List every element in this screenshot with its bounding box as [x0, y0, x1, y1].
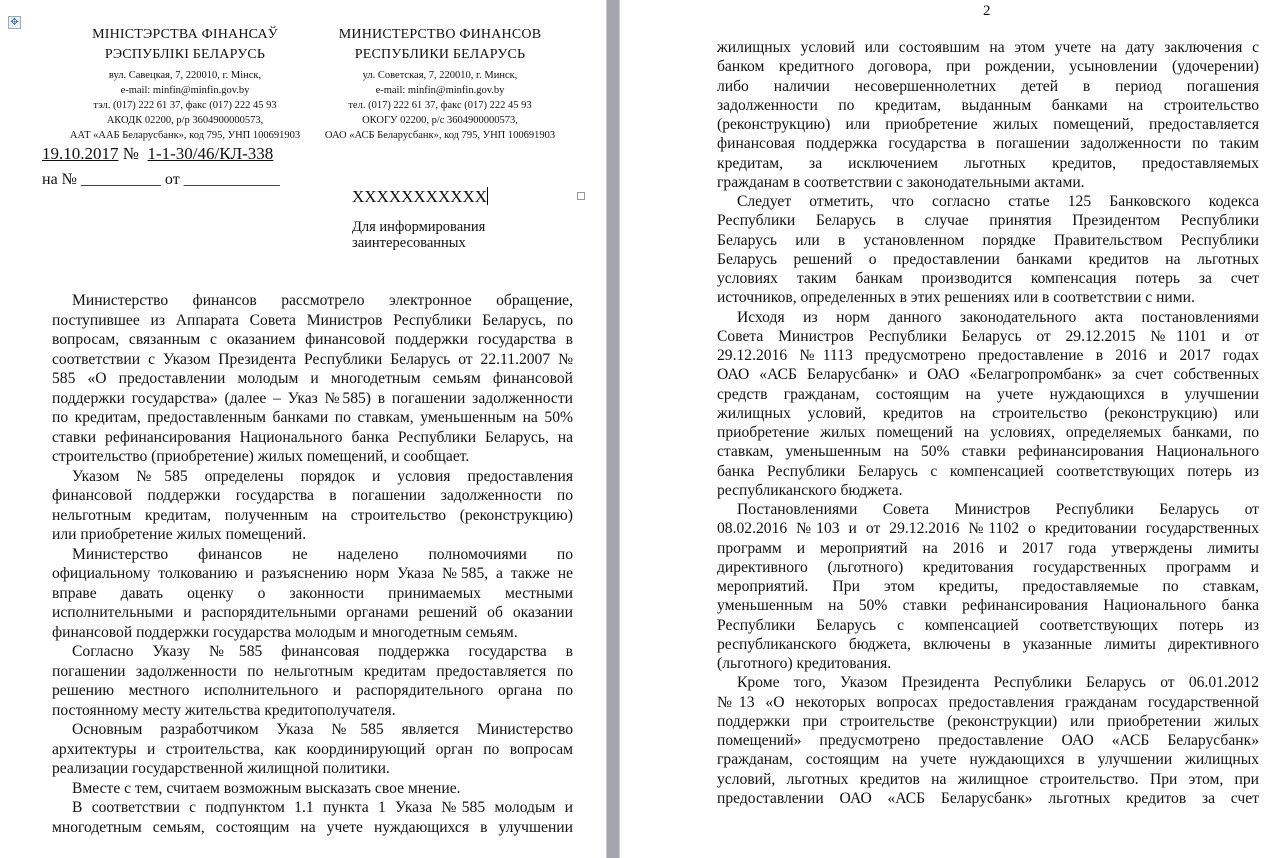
letterhead-email-line: e-mail: minfin@minfin.gov.by: [120, 85, 250, 96]
paragraph-line: республиканского бюджета, включены в указанные лимиты директивного: [717, 635, 1259, 653]
number-sign: №: [122, 144, 139, 163]
paragraph: [717, 38, 1259, 192]
paragraph-line: Следует отметить, что согласно статье 125 Банковского кодекса: [737, 193, 1259, 210]
letterhead-bank-line: ОАО «АСБ Беларусбанк», код 795, УНП 100691903: [324, 130, 556, 141]
outgoing-date: 19.10.2017: [42, 144, 119, 163]
paragraph-line: Министерство финансов не наделено полномочиями по: [72, 545, 573, 563]
letterhead-phone-line: тел. (017) 222 61 37, факс (017) 222 45 93: [348, 100, 532, 111]
paragraph-line: Беларусь или в установленном порядке Правительством Республики: [717, 231, 1259, 249]
paragraph: [52, 779, 573, 799]
paragraph-line: В соответствии с подпунктом 1.1 пункта 1 Указа №585 молодым и: [72, 799, 573, 816]
paragraph-line: условиях таким банкам производится компенсация потерь за счет: [717, 270, 1259, 287]
paragraph-line: (льготного) кредитования.: [717, 655, 892, 672]
info-note-line: Для информирования: [352, 219, 486, 235]
paragraph-line: вправе давать оценку о законности принимаемых местными: [52, 584, 573, 602]
paragraph-line: или приобретение жилых помещений.: [52, 526, 307, 543]
paragraph-line: ставкам, уменьшенным на 50% ставки рефинансирования Национального: [717, 443, 1259, 461]
paragraph-line: гражданам, состоящим на учете нуждающихся в улучшении жилищных: [717, 751, 1259, 769]
outgoing-date-number: [42, 144, 273, 164]
paragraph-line: решению местного исполнительного и распорядительного органа по: [52, 682, 573, 699]
page-number: 2: [983, 3, 991, 19]
paragraph-line: источников, определенных в этих решениях или в соответствии с ними.: [717, 289, 1195, 307]
letter-body-page-1: [52, 291, 573, 837]
reply-reference: на № __________ от ____________: [42, 171, 280, 188]
addressee: XXXXXXXXXXX: [352, 187, 488, 206]
paragraph-line: Основным разработчиком Указа №585 является Министерство: [72, 721, 573, 738]
text-cursor: [487, 187, 488, 205]
document-page-2: [620, 0, 1280, 858]
paragraph-line: ставки рефинансирования Национального банка Республики Беларусь, на: [52, 428, 573, 446]
paragraph-line: Исходя из норм данного законодательного акта постановлениями: [737, 308, 1259, 326]
paragraph-line: приобретение жилых помещений на условиях, определяемых банками, по: [717, 424, 1259, 441]
paragraph-line: погашении задолженности по нельготным кредитам предоставляется по: [52, 662, 573, 680]
page-separator: [606, 0, 620, 858]
letterhead-address-line: вул. Савецкая, 7, 220010, г. Мінск,: [108, 70, 262, 81]
paragraph-line: либо наличии несовершеннолетних детей в период погашения: [717, 77, 1259, 95]
paragraph: [717, 308, 1259, 501]
paragraph: [52, 642, 573, 720]
paragraph-line: официальному толкованию и разъяснению норм Указа №585, а также не: [52, 565, 573, 582]
paragraph-line: гражданам в соответствии с законодательными актами.: [717, 173, 1085, 191]
paragraph-line: Республики Беларусь с компенсацией соответствующих потерь из: [717, 616, 1259, 634]
paragraph-line: финансовой поддержки государства молодым и многодетным семьям.: [52, 623, 518, 641]
text-frame-handle-icon[interactable]: [577, 192, 585, 200]
paragraph-line: по кредитам, предоставленным банками по ставкам, уменьшенным на 50%: [52, 409, 573, 426]
paragraph-line: банка Республики Беларусь с компенсацией соответствующих потерь из: [717, 462, 1259, 480]
paragraph-line: 08.02.2016 №103 и от 29.12.2016 №1102 о кредитовании государственных: [717, 520, 1259, 538]
info-note-line: заинтересованных: [352, 235, 466, 251]
paragraph-line: кредитам, за исключением льготных кредитов, предоставляемых: [717, 154, 1259, 172]
table-move-handle-icon[interactable]: ✥: [8, 16, 21, 29]
paragraph-line: Указом №585 определены порядок и условия предоставления: [72, 467, 573, 485]
letterhead-title-line: МІНІСТЭРСТВА ФІНАНСАЎ: [92, 27, 278, 42]
paragraph: [52, 545, 573, 643]
paragraph-line: реализации государственной жилищной политики.: [52, 760, 390, 777]
letterhead-title-line: МИНИСТЕРСТВО ФИНАНСОВ: [338, 27, 542, 42]
paragraph-line: поступившее из Аппарата Совета Министров Республики Беларусь, по: [52, 311, 573, 329]
letterhead-russian: [310, 25, 570, 143]
paragraph-line: постоянному месту жительства кредитополучателя.: [52, 701, 396, 719]
paragraph-line: программ и мероприятий на 2016 и 2017 года утверждены лимиты: [717, 539, 1259, 557]
paragraph-line: Министерство финансов рассмотрело электронное обращение,: [72, 292, 573, 309]
paragraph-line: финансовой поддержки государства в погашении задолженности по: [52, 487, 573, 504]
paragraph-line: Беларусь решений о предоставлении банками кредитов на льготных: [717, 250, 1259, 268]
letter-body-page-2: [717, 38, 1259, 808]
letterhead-email-line: e-mail: minfin@minfin.gov.by: [375, 85, 505, 96]
paragraph-line: многодетным семьям, состоящим на учете нуждающихся в улучшении: [52, 818, 573, 836]
paragraph-line: директивного (льготного) кредитования государственных программ и: [717, 558, 1259, 576]
paragraph-line: 29.12.2016 №1113 предусмотрено предоставление в 2016 и 2017 годах: [717, 347, 1259, 364]
paragraph: [52, 720, 573, 779]
paragraph-line: строительство (приобретение) жилых помещений, и сообщает.: [52, 448, 470, 465]
paragraph-line: средств гражданам, состоящим на учете нуждающихся в улучшении: [717, 385, 1259, 403]
paragraph-line: нельготным кредитам, полученным на строительство (реконструкцию): [52, 506, 573, 524]
letterhead-belarusian: [55, 25, 315, 143]
paragraph-line: помещений» предусмотрено предоставление ОАО «АСБ Беларусбанк»: [717, 732, 1259, 749]
paragraph: [52, 291, 573, 467]
paragraph-line: Совета Министров Республики Беларусь от 29.12.2015 №1101 и от: [717, 327, 1259, 345]
paragraph-line: Республики Беларусь в случае принятия Президентом Республики: [717, 212, 1259, 230]
letterhead-bank-line: ААТ «ААБ Беларусбанк», код 795, УНП 100691903: [69, 130, 301, 141]
letterhead-account-line: ОКОГУ 02200, р/с 3604900000573,: [362, 115, 518, 126]
document-page-1: [0, 0, 606, 858]
paragraph: [52, 798, 573, 837]
paragraph-line: жилищных условий или состоявшим на этом учете на дату заключения с: [717, 39, 1259, 56]
paragraph-line: (реконструкцию) или приобретение жилых помещений, предоставляется: [717, 116, 1259, 133]
paragraph-line: соответствии с Указом Президента Республики Беларусь от 22.11.2007 №: [52, 350, 573, 368]
paragraph-line: Кроме того, Указом Президента Республики Беларусь от 06.01.2012: [737, 674, 1259, 692]
paragraph-line: жилищных условий, кредитов на строительство (реконструкцию) или: [717, 404, 1259, 422]
paragraph: [717, 500, 1259, 673]
paragraph: [717, 673, 1259, 808]
paragraph-line: ОАО «АСБ Беларусбанк» и ОАО «Белагропромбанк» за счет собственных: [717, 366, 1259, 384]
paragraph-line: уменьшенным на 50% ставки рефинансирования Национального банка: [717, 597, 1259, 615]
letterhead-account-line: АКОДК 02200, р/р 3604900000573,: [106, 115, 264, 126]
info-note: [352, 219, 485, 251]
paragraph-line: исполнительными и распорядительными органами решений об оказании: [52, 604, 573, 621]
paragraph-line: поддержки государства» (далее – Указ №585) в погашении задолженности: [52, 389, 573, 407]
paragraph: [717, 192, 1259, 308]
paragraph-line: Вместе с тем, считаем возможным высказать свое мнение.: [72, 779, 461, 797]
registration-number: 1-1-30/46/КЛ-338: [147, 144, 274, 163]
paragraph-line: архитектуры и строительства, как координирующий орган по вопросам: [52, 740, 573, 758]
paragraph-line: Согласно Указу №585 финансовая поддержка государства в: [72, 643, 573, 660]
addressee-field[interactable]: [352, 186, 488, 208]
paragraph-line: вопросам, связанным с оказанием финансовой поддержки государства в: [52, 331, 573, 348]
paragraph-line: предоставлении ОАО «АСБ Беларусбанк» льготных кредитов за счет: [717, 789, 1259, 807]
paragraph-line: Постановлениями Совета Министров Республики Беларусь от: [737, 501, 1259, 518]
letterhead-address-line: ул. Советская, 7, 220010, г. Минск,: [362, 70, 518, 81]
paragraph-line: банком кредитного договора, при рождении, усыновлении (удочерении): [717, 58, 1259, 76]
letterhead-title-line: РЕСПУБЛИКИ БЕЛАРУСЬ: [354, 47, 526, 62]
paragraph-line: финансовая поддержка государства в погашении задолженности по таким: [717, 135, 1259, 153]
letterhead-title-line: РЭСПУБЛІКІ БЕЛАРУСЬ: [104, 47, 266, 62]
paragraph: [52, 467, 573, 545]
paragraph-line: задолженности по кредитам, выданным банками на строительство: [717, 96, 1259, 114]
paragraph-line: мероприятий. При этом кредиты, предоставляемые по ставкам,: [717, 578, 1259, 595]
paragraph-line: 585 «О предоставлении молодым и многодетным семьям финансовой: [52, 370, 573, 387]
paragraph-line: поддержки при строительстве (реконструкции) или приобретении жилых: [717, 712, 1259, 730]
paragraph-line: условий, льготных кредитов на жилищное строительство. При этом, при: [717, 770, 1259, 788]
letterhead-phone-line: тэл. (017) 222 61 37, факс (017) 222 45 93: [93, 100, 277, 111]
paragraph-line: №13 «О некоторых вопросах предоставления гражданам государственной: [717, 693, 1259, 711]
paragraph-line: республиканского бюджета.: [717, 481, 903, 499]
